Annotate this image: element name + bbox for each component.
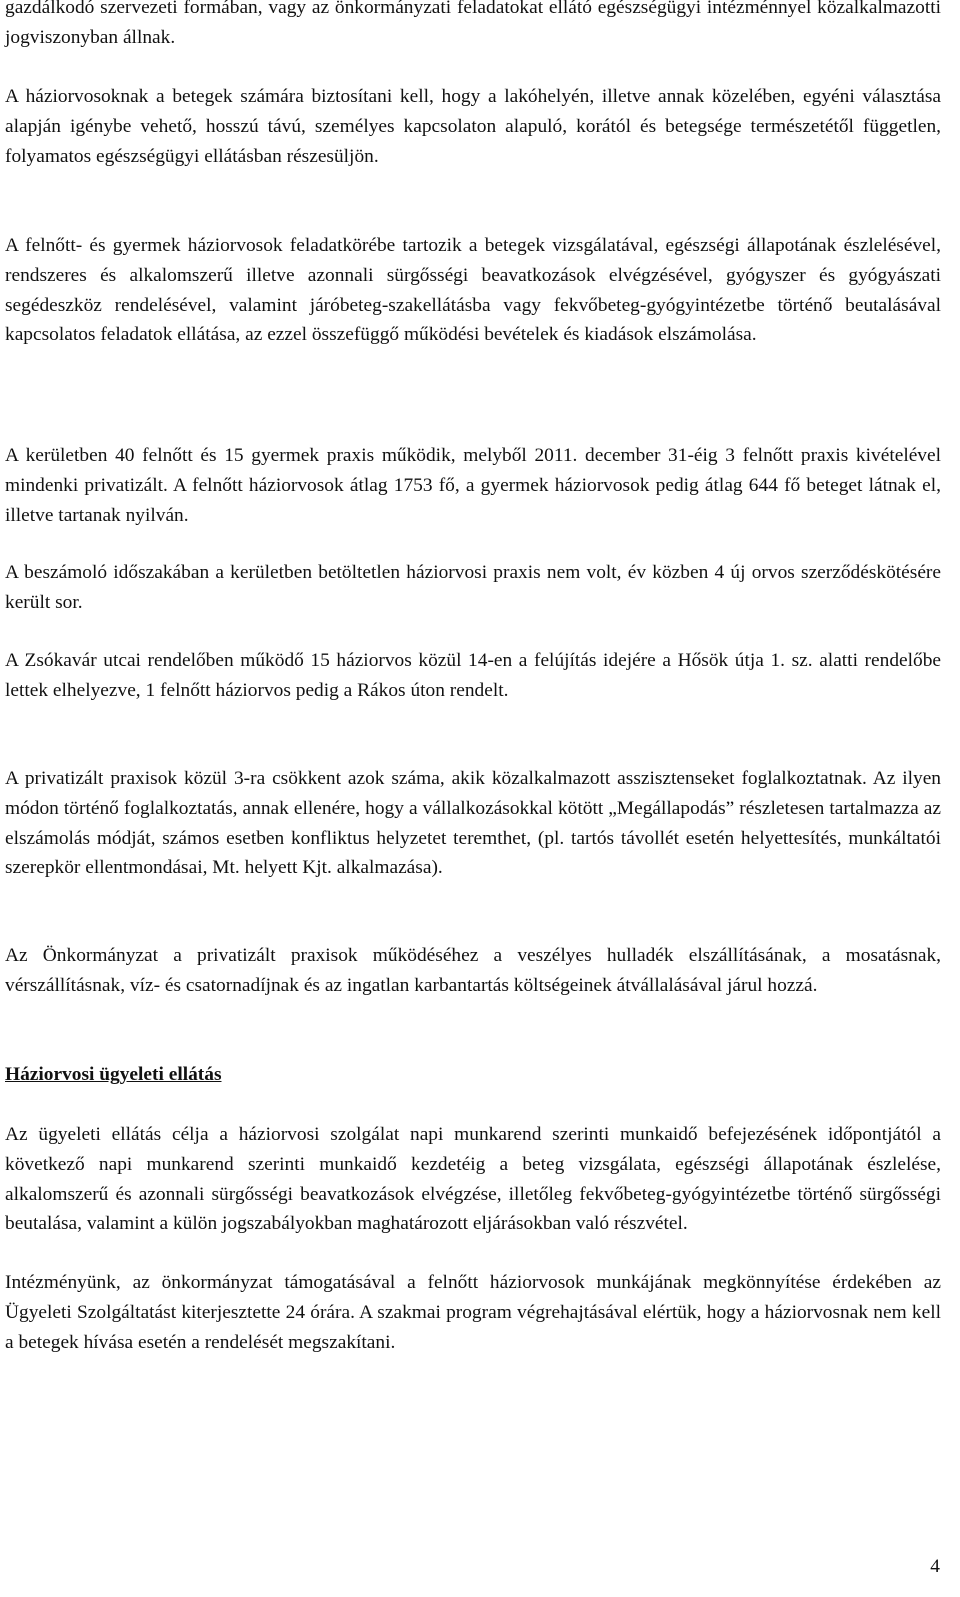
paragraph-continuation: gazdálkodó szervezeti formában, vagy az önkormányzati feladatokat ellátó egészségügyi intézménnyel közalkalmazotti jogviszonyban állnak.	[5, 0, 941, 48]
paragraph-municipality-support: Az Önkormányzat a privatizált praxisok működéséhez a veszélyes hulladék elszállításának, a mosatásnak, vérszállításnak, víz- és csatornadíjnak és az ingatlan karbantartás költségeinek átvállalásával járul hozzá.	[5, 945, 941, 996]
paragraph-gp-duties: A háziorvosoknak a betegek számára biztosítani kell, hogy a lakóhelyén, illetve annak közelében, egyéni választása alapján igénybe vehető, hosszú távú, személyes kapcsolaton alapuló, korától és betegsége természetétől független, folyamatos egészségügyi ellátásban részesüljön.	[5, 86, 941, 167]
paragraph-gp-tasks: A felnőtt- és gyermek háziorvosok feladatkörébe tartozik a betegek vizsgálatával, egészségi állapotának észlelésével, rendszeres és alkalomszerű illetve azonnali sürgősségi beavatkozások elvégzésével, gyógyszer és gyógyászati segédeszköz rendelésével, valamint járóbeteg-szakellátásba vagy fekvőbeteg-gyógyintézetbe történő beutalásával kapcsolatos feladatok ellátása, az ezzel összefüggő működési bevételek és kiadások elszámolása.	[5, 235, 941, 346]
paragraph-on-call-extension: Intézményünk, az önkormányzat támogatásával a felnőtt háziorvosok munkájának megkönnyítése érdekében az Ügyeleti Szolgáltatást kiterjesztette 24 órára. A szakmai program végrehajtásával elértük, hogy a háziorvosnak nem kell a betegek hívása esetén a rendelését megszakítani.	[5, 1272, 941, 1353]
section-heading: Háziorvosi ügyeleti ellátás	[5, 1064, 222, 1085]
page-number: 4	[930, 1556, 940, 1577]
paragraph-district-practices: A kerületben 40 felnőtt és 15 gyermek praxis működik, melyből 2011. december 31-éig 3 felnőtt praxis kivételével mindenki privatizált. A felnőtt háziorvosok átlag 1753 fő, a gyermek háziorvosok pedig átlag 644 fő beteget látnak el, illetve tartanak nyilván.	[5, 445, 941, 526]
paragraph-on-call-purpose: Az ügyeleti ellátás célja a háziorvosi szolgálat napi munkarend szerinti munkaidő befejezésének időpontjától a következő napi munkarend szerinti munkaidő kezdetéig a beteg vizsgálata, egészségi állapotának észlelése, alkalomszerű és azonnali sürgősségi beavatkozások elvégzése, illetőleg fekvőbeteg-gyógyintézetbe történő sürgősségi beutalása, valamint a külön jogszabályokban maghatározott eljárásokban való részvétel.	[5, 1124, 941, 1235]
paragraph-reporting-period: A beszámoló időszakában a kerületben betöltetlen háziorvosi praxis nem volt, év közben 4 új orvos szerződéskötésére került sor.	[5, 562, 941, 613]
paragraph-privatized-assistants: A privatizált praxisok közül 3-ra csökkent azok száma, akik közalkalmazott asszisztenseket foglalkoztatnak. Az ilyen módon történő foglalkoztatás, annak ellenére, hogy a vállalkozásokkal kötött „Megállapodás” részletesen tartalmazza az elszámolás módját, számos esetben konfliktus helyzetet teremthet, (pl. tartós távollét esetén helyettesítés, munkáltatói szerepkör ellentmondásai, Mt. helyett Kjt. alkalmazása).	[5, 768, 941, 879]
paragraph-zsokavar-office: A Zsókavár utcai rendelőben működő 15 háziorvos közül 14-en a felújítás idejére a Hősök útja 1. sz. alatti rendelőbe lettek elhelyezve, 1 felnőtt háziorvos pedig a Rákos úton rendelt.	[5, 650, 941, 701]
